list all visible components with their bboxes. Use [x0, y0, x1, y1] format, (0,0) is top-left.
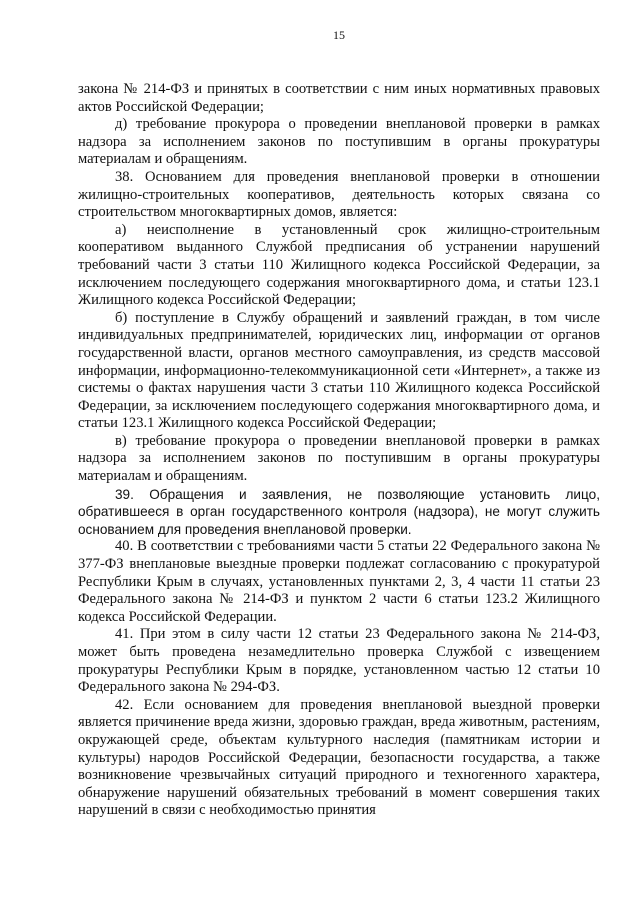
page-number: 15: [333, 28, 345, 42]
paragraph-continuation: закона № 214-ФЗ и принятых в соответствии с ним иных нормативных правовых актов Российской Федерации;: [78, 81, 600, 115]
paragraph-39: 39. Обращения и заявления, не позволяющие установить лицо, обратившееся в орган государственного контроля (надзора), не могут служить основанием для проведения внеплановой проверки.: [78, 486, 600, 537]
paragraph-38-a: а) неисполнение в установленный срок жилищно-строительным кооперативом выданного Службой предписания об устранении нарушений требований части 3 статьи 110 Жилищного кодекса Российской Федерации, за исключением последующего содержания многоквартирного дома, и статьи 123.1 Жилищного кодекса Российской Федерации;: [78, 221, 600, 309]
paragraph-38-v: в) требование прокурора о проведении внеплановой проверки в рамках надзора за исполнением законов по поступившим в органы прокуратуры материалам и обращениям.: [78, 432, 600, 485]
paragraph-d: д) требование прокурора о проведении внеплановой проверки в рамках надзора за исполнением законов по поступившим в органы прокуратуры материалам и обращениям.: [78, 116, 600, 168]
paragraph-41: 41. При этом в силу части 12 статьи 23 Федерального закона № 214-ФЗ, может быть проведена незамедлительно проверка Службой с извещением прокуратуры Республики Крым в порядке, установленном частью 12 статьи 10 Федерального закона № 294-ФЗ.: [78, 626, 600, 696]
paragraph-38: 38. Основанием для проведения внеплановой проверки в отношении жилищно-строительных кооперативов, деятельность которых связана со строительством многоквартирных домов, является:: [78, 168, 600, 221]
document-page: [78, 28, 600, 820]
paragraph-42: 42. Если основанием для проведения внеплановой выездной проверки является причинение вреда жизни, здоровью граждан, вреда животным, растениям, окружающей среде, объектам культурного наследия (памятникам истории и культуры) народов Российской Федерации, безопасности государства, а также возникновение чрезвычайных ситуаций природного и техногенного характера, обнаружение нарушений обязательных требований в момент совершения таких нарушений в связи с необходимостью принятия: [78, 696, 600, 819]
paragraph-38-b: б) поступление в Службу обращений и заявлений граждан, в том числе индивидуальных предпринимателей, юридических лиц, информации от органов государственной власти, органов местного самоуправления, из средств массовой информации, информационно-телекоммуникационной сети «Интернет», а также из системы о фактах нарушения части 3 статьи 110 Жилищного кодекса Российской Федерации, за исключением последующего содержания многоквартирного дома, и статьи 123.1 Жилищного кодекса Российской Федерации;: [78, 309, 600, 432]
paragraph-40: 40. В соответствии с требованиями части 5 статьи 22 Федерального закона № 377-ФЗ внеплановые выездные проверки подлежат согласованию с прокуратурой Республики Крым в случаях, установленных пунктами 2, 3, 4 части 11 статьи 23 Федерального закона № 214-ФЗ и пунктом 2 части 6 статьи 123.2 Жилищного кодекса Российской Федерации.: [78, 538, 600, 625]
